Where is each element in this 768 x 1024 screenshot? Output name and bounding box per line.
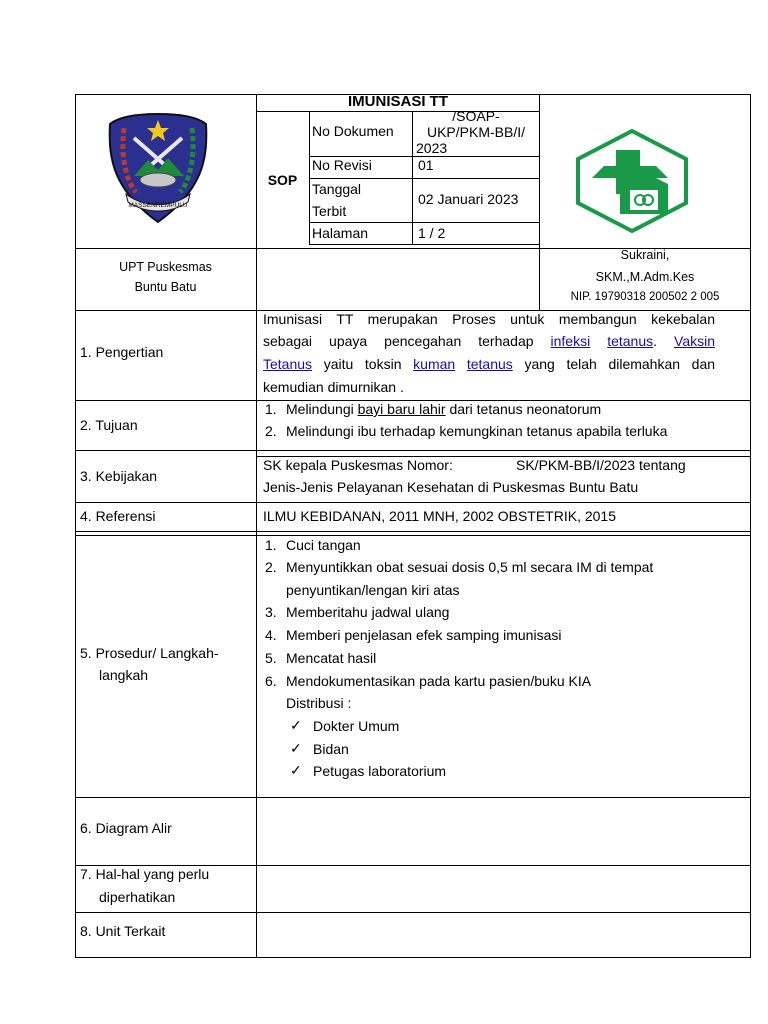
svg-text:MASSENREMPULU: MASSENREMPULU — [128, 202, 188, 209]
prosedur-label-1: 5. Prosedur/ Langkah- — [80, 645, 219, 661]
no-dokumen-value-3: 2023 — [416, 140, 448, 156]
hal-hal-label-2: diperhatikan — [99, 889, 176, 905]
hal-hal-label-1: 7. Hal-hal yang perlu — [80, 866, 210, 882]
pengertian-line3-text-b: yang telah dilemahkan dan — [524, 356, 716, 372]
pengertian-dot: . — [653, 333, 658, 349]
step-text: Mendokumentasikan pada kartu pasien/buku KIA — [286, 673, 592, 689]
org-name-line1: UPT Puskesmas — [119, 260, 212, 274]
step-num: 6. — [265, 673, 277, 689]
no-dokumen-value-1: /SOAP- — [452, 108, 500, 124]
step-text: Menyuntikkan obat sesuai dosis 0,5 ml secara IM di tempat — [286, 559, 654, 575]
referensi-text: ILMU KEBIDANAN, 2011 MNH, 2002 OBSTETRIK, 2015 — [263, 508, 616, 524]
no-dokumen-value-2: UKP/PKM-BB/I/ — [426, 124, 526, 140]
step-text: Cuci tangan — [286, 537, 361, 553]
tanggal-label-2: Terbit — [312, 203, 347, 219]
pengertian-line3-text-a: yaitu toksin — [323, 356, 402, 372]
distribusi-item: Bidan — [313, 741, 349, 757]
kebijakan-line1-a: SK kepala Puskesmas Nomor: — [263, 457, 453, 473]
tujuan-item1-a: Melindungi — [286, 401, 354, 417]
no-dokumen-label: No Dokumen — [312, 123, 394, 139]
step-num: 1. — [265, 537, 277, 553]
signatory-name: Sukraini, — [620, 248, 670, 262]
tujuan-item1 — [286, 399, 601, 419]
link-tetanus-vaksin[interactable]: Tetanus — [263, 356, 313, 372]
step-num: 4. — [265, 627, 277, 643]
step-text: penyuntikan/lengan kiri atas — [286, 582, 460, 598]
regency-emblem — [104, 110, 212, 226]
step-text: Memberi penjelasan efek samping imunisasi — [286, 627, 562, 643]
tujuan-item1-underlined: bayi baru lahir — [357, 401, 446, 417]
kebijakan-line2: Jenis-Jenis Pelayanan Kesehatan di Puskesmas Buntu Batu — [263, 479, 639, 495]
step-text: Mencatat hasil — [286, 650, 377, 666]
pengertian-line3 — [263, 354, 715, 374]
step-num: 3. — [265, 604, 277, 620]
tujuan-item1-num: 1. — [265, 401, 277, 417]
document-title: IMUNISASI TT — [348, 93, 448, 110]
link-kuman[interactable]: kuman — [413, 356, 456, 372]
pengertian-line2-text: sebagai upaya pencegahan terhadap — [263, 333, 534, 349]
puskesmas-logo-icon — [574, 128, 690, 234]
link-tetanus[interactable]: tetanus — [607, 333, 654, 349]
pengertian-line2 — [263, 331, 715, 351]
distribusi-item: Petugas laboratorium — [313, 763, 447, 779]
tujuan-item1-b: dari tetanus neonatorum — [449, 401, 602, 417]
unit-terkait-label: 8. Unit Terkait — [80, 923, 166, 939]
sop-label: SOP — [267, 172, 298, 188]
no-revisi-value: 01 — [418, 157, 434, 173]
check-icon: ✓ — [290, 740, 302, 756]
distribusi-label: Distribusi : — [286, 695, 352, 711]
tujuan-item2: Melindungi ibu terhadap kemungkinan tetanus apabila terluka — [286, 423, 668, 439]
step-text: Memberitahu jadwal ulang — [286, 604, 450, 620]
pengertian-label: 1. Pengertian — [80, 344, 164, 360]
org-name-line2: Buntu Batu — [134, 280, 197, 294]
no-revisi-label: No Revisi — [312, 157, 372, 173]
referensi-label: 4. Referensi — [80, 508, 156, 524]
tujuan-label: 2. Tujuan — [80, 417, 138, 433]
pengertian-line4: kemudian dimurnikan . — [263, 379, 404, 395]
step-num: 2. — [265, 559, 277, 575]
pengertian-line1: Imunisasi TT merupakan Proses untuk membangun kekebalan — [263, 311, 715, 327]
tanggal-label-1: Tanggal — [312, 181, 362, 197]
distribusi-item: Dokter Umum — [313, 718, 400, 734]
tujuan-item2-num: 2. — [265, 423, 277, 439]
signatory-title: SKM.,M.Adm.Kes — [595, 270, 695, 284]
signatory-nip: NIP. 19790318 200502 2 005 — [570, 291, 720, 303]
halaman-label: Halaman — [312, 225, 369, 241]
tanggal-value: 02 Januari 2023 — [418, 191, 519, 207]
kebijakan-label: 3. Kebijakan — [80, 468, 158, 484]
puskesmas-logo — [574, 128, 690, 234]
kebijakan-line1-b: SK/PKM-BB/I/2023 tentang — [516, 457, 686, 473]
prosedur-label-2: langkah — [99, 667, 149, 683]
link-tetanus-2[interactable]: tetanus — [466, 356, 513, 372]
regency-emblem-icon — [104, 110, 212, 226]
link-vaksin[interactable]: Vaksin — [674, 333, 716, 349]
link-infeksi[interactable]: infeksi — [550, 333, 591, 349]
halaman-value: 1 / 2 — [418, 225, 446, 241]
check-icon: ✓ — [290, 762, 302, 778]
step-num: 5. — [265, 650, 277, 666]
check-icon: ✓ — [290, 717, 302, 733]
diagram-alir-label: 6. Diagram Alir — [80, 820, 172, 836]
